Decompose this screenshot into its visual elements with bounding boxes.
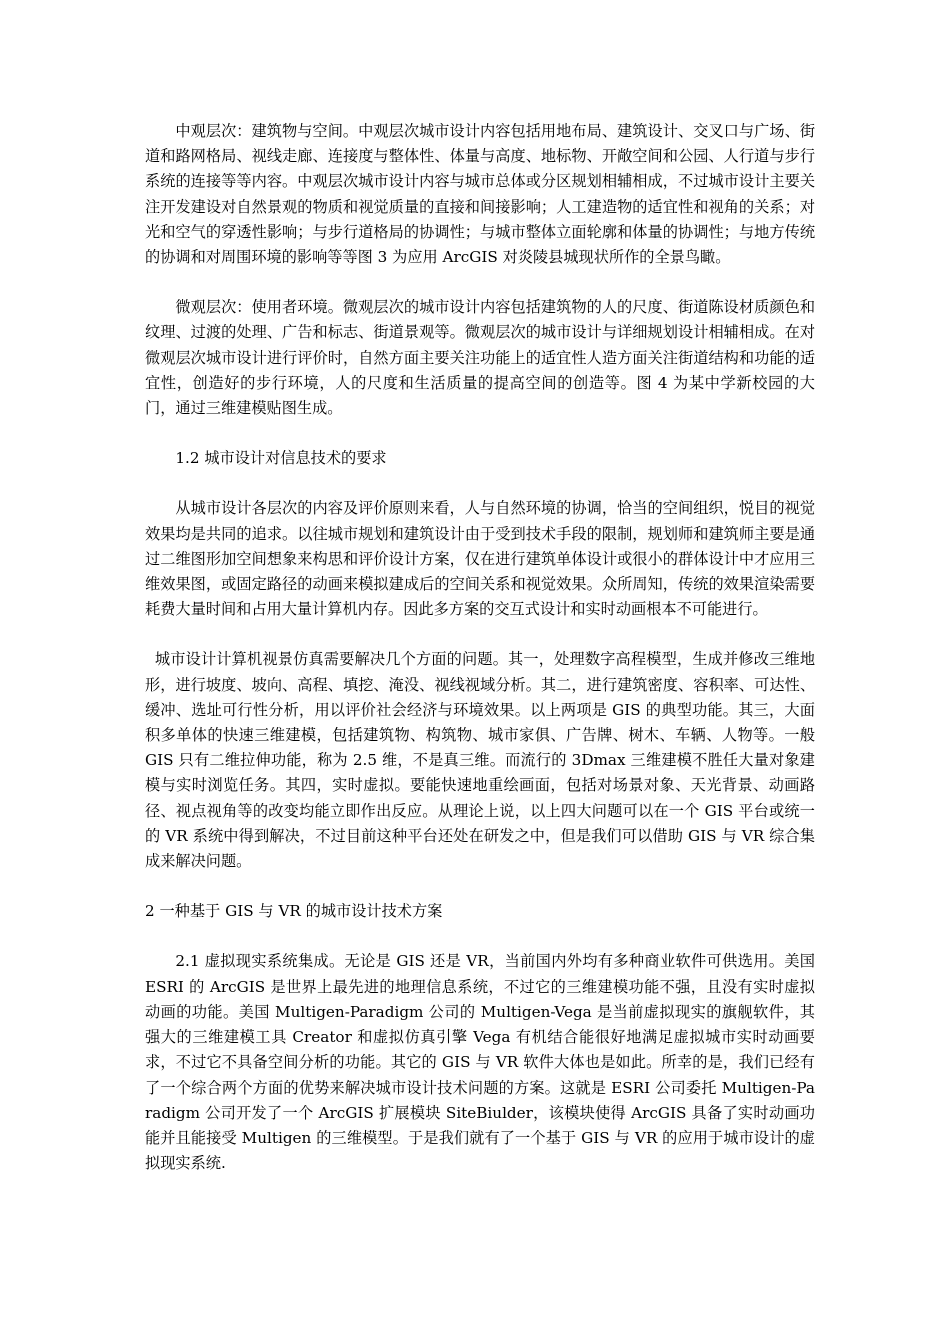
document-body [145, 119, 815, 1201]
paragraph-requirements: 从城市设计各层次的内容及评价原则来看，人与自然环境的协调，恰当的空间组织，悦目的视觉效果均是共同的追求。以往城市规划和建筑设计由于受到技术手段的限制，规划师和建筑师主要是通过二维图形加空间想象来构思和评价设计方案，仅在进行建筑单体设计或很小的群体设计中才应用三维效果图，或固定路径的动画来模拟建成后的空间关系和视觉效果。众所周知，传统的效果渲染需要耗费大量时间和占用大量计算机内存。因此多方案的交互式设计和实时动画根本不可能进行。 [145, 499, 815, 619]
paragraph-micro-level: 微观层次：使用者环境。微观层次的城市设计内容包括建筑物的人的尺度、街道陈设材质颜色和纹理、过渡的处理、广告和标志、街道景观等。微观层次的城市设计与详细规划设计相辅相成。在对微观层次城市设计进行评价时，自然方面主要关注功能上的适宜性人造方面关注街道结构和功能的适宜性，创造好的步行环境，人的尺度和生活质量的提高空间的创造等。图 4 为某中学新校园的大门，通过三维建模贴图生成。 [145, 298, 815, 418]
section-heading-1-2: 1.2 城市设计对信息技术的要求 [175, 449, 387, 468]
paragraph-meso-level: 中观层次：建筑物与空间。中观层次城市设计内容包括用地布局、建筑设计、交叉口与广场、街道和路网格局、视线走廊、连接度与整体性、体量与高度、地标物、开敞空间和公园、人行道与步行系统的连接等等内容。中观层次城市设计内容与城市总体或分区规划相辅相成，不过城市设计主要关注开发建设对自然景观的物质和视觉质量的直接和间接影响；人工建造物的适宜性和视角的关系；对光和空气的穿透性影响；与步行道格局的协调性；与城市整体立面轮廓和体量的协调性；与地方传统的协调和对周围环境的影响等等图 3 为应用 ArcGIS 对炎陵县城现状所作的全景鸟瞰。 [145, 122, 815, 267]
paragraph-simulation-problems: 城市设计计算机视景仿真需要解决几个方面的问题。其一，处理数字高程模型，生成并修改三维地形，进行坡度、坡向、高程、填挖、淹没、视线视域分析。其二，进行建筑密度、容积率、可达性、缓冲、选址可行性分析，用以评价社会经济与环境效果。以上两项是 GIS 的典型功能。其三，大面积多单体的快速三维建模，包括建筑物、构筑物、城市家俱、广告牌、树木、车辆、人物等。一般 GIS 只有二维拉伸功能，称为 2.5 维，不是真三维。而流行的 3Dmax 三维建模不胜任大量对象建模与实时浏览任务。其四，实时虚拟。要能快速地重绘画面，包括对场景对象、天光背景、动画路径、视点视角等的改变均能立即作出反应。从理论上说，以上四大问题可以在一个 GIS 平台或统一的 VR 系统中得到解决，不过目前这种平台还处在研发之中，但是我们可以借助 GIS 与 VR 综合集成来解决问题。 [145, 650, 815, 871]
section-heading-2: 2 一种基于 GIS 与 VR 的城市设计技术方案 [145, 902, 443, 921]
paragraph-vr-integration: 2.1 虚拟现实系统集成。无论是 GIS 还是 VR，当前国内外均有多种商业软件可供选用。美国 ESRI 的 ArcGIS 是世界上最先进的地理信息系统，不过它的三维建模功能不强，且没有实时虚拟动画的功能。美国 Multigen-Paradigm 公司的 Multigen-Vega 是当前虚拟现实的旗舰软件，其强大的三维建模工具 Creator 和虚拟仿真引擎 Vega 有机结合能很好地满足虚拟城市实时动画要求，不过它不具备空间分析的功能。其它的 GIS 与 VR 软件大体也是如此。所幸的是，我们已经有了一个综合两个方面的优势来解决城市设计技术问题的方案。这就是 ESRI 公司委托 Multigen-Paradigm 公司开发了一个 ArcGIS 扩展模块 SiteBiulder，该模块使得 ArcGIS 具备了实时动画功能并且能接受 Multigen 的三维模型。于是我们就有了一个基于 GIS 与 VR 的应用于城市设计的虚拟现实系统. [145, 952, 815, 1173]
